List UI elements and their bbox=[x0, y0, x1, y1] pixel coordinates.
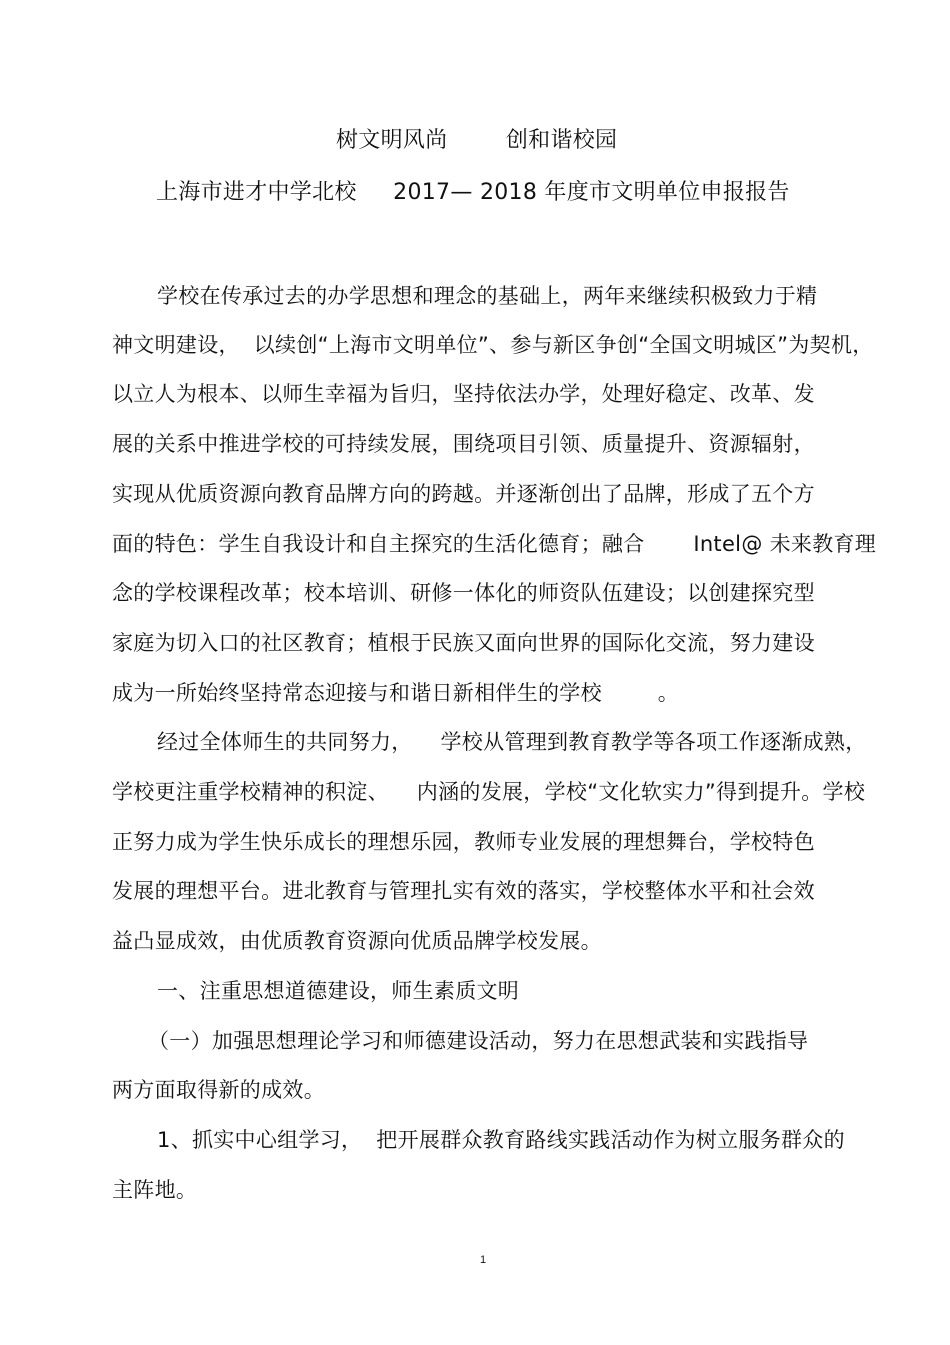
paragraph-line: 两方面取得新的成效。 bbox=[112, 1078, 325, 1102]
paragraph-line: 正努力成为学生快乐成长的理想乐园，教师专业发展的理想舞台，学校特色 bbox=[112, 830, 815, 854]
paragraph-line: 念的学校课程改革；校本培训、研修一体化的师资队伍建设；以创建探究型 bbox=[112, 581, 815, 605]
paragraph-line: 发展的理想平台。进北教育与管理扎实有效的落实，学校整体水平和社会效 bbox=[112, 879, 815, 903]
paragraph-line: 1、抓实中心组学习， 把开展群众教育路线实践活动作为树立服务群众的 bbox=[157, 1128, 845, 1152]
paragraph-line: 实现从优质资源向教育品牌方向的跨越。并逐渐创出了品牌，形成了五个方 bbox=[112, 482, 815, 506]
document-title: 树文明风尚 创和谐校园 bbox=[336, 128, 618, 153]
paragraph-line: 展的关系中推进学校的可持续发展，围绕项目引领、质量提升、资源辐射， bbox=[112, 432, 815, 456]
paragraph-line: 主阵地。 bbox=[112, 1178, 198, 1202]
page-number: 1 bbox=[480, 1254, 487, 1266]
section-heading: 一、注重思想道德建设，师生素质文明 bbox=[157, 979, 520, 1003]
paragraph-line: 面的特色：学生自我设计和自主探究的生活化德育；融合 Intel@ 未来教育理 bbox=[112, 532, 877, 556]
paragraph-line: 学校在传承过去的办学思想和理念的基础上，两年来继续积极致力于精 bbox=[157, 284, 818, 308]
paragraph-line: 益凸显成效，由优质教育资源向优质品牌学校发展。 bbox=[112, 929, 602, 953]
subsection-heading: （一）加强思想理论学习和师德建设活动，努力在思想武装和实践指导 bbox=[148, 1029, 809, 1053]
paragraph-line: 神文明建设， 以续创“上海市文明单位”、参与新区争创“全国文明城区”为契机， bbox=[112, 333, 874, 357]
document-subtitle: 上海市进才中学北校 2017— 2018 年度市文明单位申报报告 bbox=[156, 180, 790, 205]
paragraph-line: 以立人为根本、以师生幸福为旨归，坚持依法办学，处理好稳定、改革、发 bbox=[112, 382, 815, 406]
paragraph-line: 成为一所始终坚持常态迎接与和谐日新相伴生的学校 。 bbox=[112, 681, 679, 705]
paragraph-line: 家庭为切入口的社区教育；植根于民族又面向世界的国际化交流，努力建设 bbox=[112, 631, 815, 655]
paragraph-line: 学校更注重学校精神的积淀、 内涵的发展，学校“文化软实力”得到提升。学校 bbox=[112, 780, 866, 804]
paragraph-line: 经过全体师生的共同努力， 学校从管理到教育教学等各项工作逐渐成熟， bbox=[157, 730, 867, 754]
